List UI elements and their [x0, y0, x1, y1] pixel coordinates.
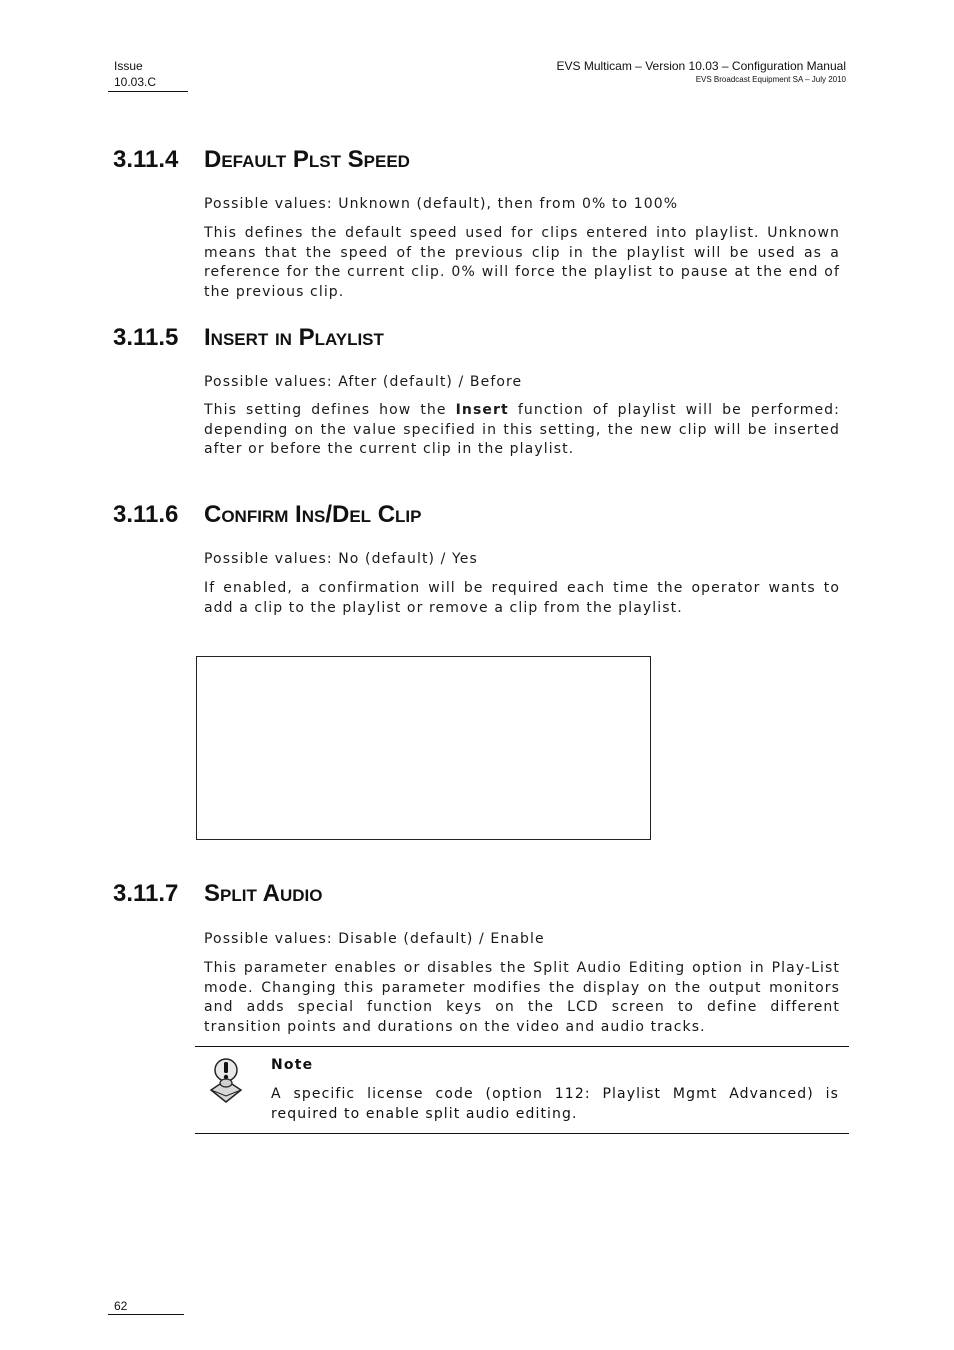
- document-title: EVS Multicam – Version 10.03 – Configuration Manual: [556, 59, 846, 73]
- page-number: 62: [114, 1299, 128, 1313]
- possible-values: Possible values: Disable (default) / Enable: [204, 931, 545, 947]
- section-number: 3.11.4: [113, 146, 179, 173]
- publisher-date: EVS Broadcast Equipment SA – July 2010: [695, 75, 846, 84]
- section-heading: [113, 880, 322, 908]
- header-divider: [108, 91, 188, 92]
- possible-values: Possible values: After (default) / Before: [204, 374, 523, 390]
- issue-label: Issue: [114, 59, 143, 73]
- issue-value: 10.03.C: [114, 75, 157, 89]
- section-body: If enabled, a confirmation will be required each time the operator wants to add a clip to the playlist or remove a clip from the playlist.: [204, 580, 840, 616]
- section-number: 3.11.5: [113, 324, 179, 351]
- section-body: This defines the default speed used for clips entered into playlist. Unknown means that the speed of the previous clip in the playlist will be used as a reference for the current clip. 0% will force the playlist to pause at the end of the previous clip.: [204, 225, 840, 300]
- section-number: 3.11.6: [113, 501, 179, 528]
- section-title: Default Plst Speed: [204, 146, 410, 173]
- note-icon: [207, 1056, 245, 1104]
- section-title: Insert in Playlist: [204, 324, 384, 351]
- header-title-block: [557, 58, 847, 85]
- section-number: 3.11.7: [113, 880, 179, 907]
- note-text: A specific license code (option 112: Playlist Mgmt Advanced) is required to enable split audio editing.: [271, 1086, 839, 1122]
- note-bottom-rule: [195, 1133, 849, 1134]
- figure-placeholder: [196, 656, 651, 840]
- section-title: Confirm Ins/Del Clip: [204, 501, 422, 528]
- note-top-rule: [195, 1046, 849, 1047]
- section-body: [204, 401, 840, 460]
- possible-values: Possible values: No (default) / Yes: [204, 551, 478, 567]
- section-heading: [113, 501, 422, 529]
- body-text: This setting defines how the: [204, 402, 456, 418]
- body-bold-term: Insert: [455, 402, 509, 418]
- note-title: Note: [271, 1057, 314, 1073]
- issue-block: [114, 58, 156, 90]
- section-body: This parameter enables or disables the Split Audio Editing option in Play-List mode. Changing this parameter modifies the display on the output monitors and adds special function keys on the LCD screen to define different transition points and durations on the video and audio tracks.: [204, 960, 840, 1035]
- body-text: function of playlist will be performed: depending on the value specified in this setting, the new clip will be inserted after or before the current clip in the playlist.: [204, 402, 840, 457]
- possible-values: Possible values: Unknown (default), then from 0% to 100%: [204, 196, 679, 212]
- section-heading: [113, 146, 410, 174]
- section-title: Split Audio: [204, 880, 323, 907]
- footer-divider: [108, 1314, 184, 1315]
- section-heading: [113, 324, 384, 352]
